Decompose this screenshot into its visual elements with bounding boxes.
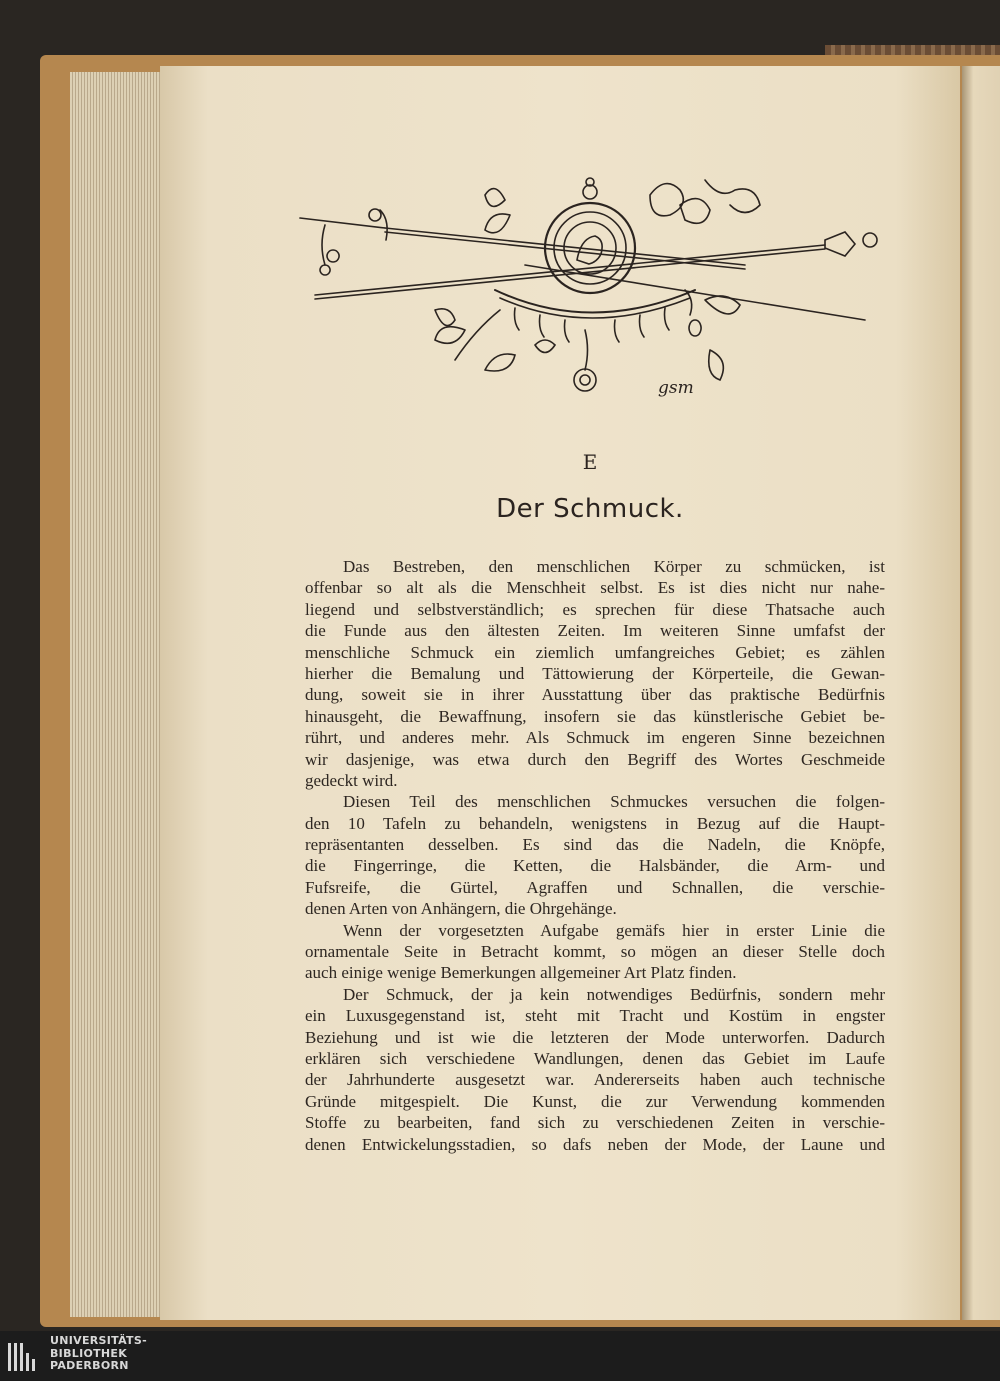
floral-decoration [435,180,760,380]
text-line: Der Schmuck, der ja kein notwendiges Bedürfnis, sondern mehr [343,984,885,1004]
body-text [305,556,885,1155]
facing-page-edge [962,66,1000,1320]
artist-signature: gsm [658,378,694,398]
text-line: Wenn der vorgesetzten Aufgabe gemäfs hier in erster Linie die [343,920,885,940]
section-letter: E [582,450,598,474]
text-line: erklären sich verschiedene Wandlungen, denen das Gebiet im Laufe [305,1048,885,1068]
logo-line: BIBLIOTHEK [50,1346,128,1360]
logo-line: UNIVERSITÄTS- [50,1334,147,1347]
text-line: denen Entwickelungsstadien, so dafs neben der Mode, der Laune und [305,1134,885,1154]
text-line: rührt, und anderes mehr. Als Schmuck im engeren Sinne bezeichnen [305,728,885,748]
text-line: menschliche Schmuck ein ziemlich umfangreiches Gebiet; es zählen [305,642,885,662]
text-line: liegend und selbstverständlich; es sprechen für diese Thatsache auch [305,599,885,619]
text-line: ein Luxusgegenstand ist, steht mit Tracht und Kostüm in engster [305,1006,885,1026]
text-line: der Jahrhunderte ausgesetzt war. Andererseits haben auch technische [305,1070,885,1090]
text-line: Gründe mitgespielt. Die Kunst, die zur Verwendung kommenden [305,1091,885,1111]
page-title: Der Schmuck. [496,494,684,524]
text-line: hinausgeht, die Bewaffnung, insofern sie das künstlerische Gebiet be- [305,706,885,726]
text-line: repräsentanten desselben. Es sind das die Nadeln, die Knöpfe, [305,835,885,855]
text-line: ornamentale Seite in Betracht kommt, so mögen an dieser Stelle doch [305,942,885,962]
logo-line: PADERBORN [50,1359,129,1372]
text-line: die Fingerringe, die Ketten, die Halsbänder, die Arm- und [305,856,885,876]
jewelry-ornament-illustration [285,170,895,415]
library-logo-icon [8,1339,44,1375]
text-line: Das Bestreben, den menschlichen Körper zu schmücken, ist [343,557,885,576]
text-line: offenbar so alt als die Menschheit selbst. Es ist dies nicht nur nahe- [305,578,885,598]
necklace [495,290,695,391]
text-line: die Funde aus den ältesten Zeiten. Im weiteren Sinne umfafst der [305,621,885,641]
text-line: denen Arten von Anhängern, die Ohrgehänge. [305,899,617,919]
text-line: wir dasjenige, was etwa durch den Begriff des Wortes Geschmeide [305,749,885,769]
text-line: Stoffe zu bearbeiten, fand sich zu verschiedenen Zeiten in verschie- [305,1113,885,1133]
text-line: hierher die Bemalung und Tättowierung der Körperteile, die Gewan- [305,663,885,683]
library-logo-text [50,1335,147,1373]
library-footer-bar [0,1331,1000,1381]
text-line: Diesen Teil des menschlichen Schmuckes versuchen die folgen- [343,792,885,812]
text-line: den 10 Tafeln zu behandeln, wenigstens in Bezug auf die Haupt- [305,813,885,833]
text-line: Fufsreife, die Gürtel, Agraffen und Schnallen, die verschie- [305,877,885,897]
text-line: dung, soweit sie in ihrer Ausstattung über das praktische Bedürfnis [305,685,885,705]
text-line: Beziehung und ist wie die letzteren der Mode unterworfen. Dadurch [305,1027,885,1047]
text-line: gedeckt wird. [305,770,398,790]
text-line: auch einige wenige Bemerkungen allgemeiner Art Platz finden. [305,963,737,983]
